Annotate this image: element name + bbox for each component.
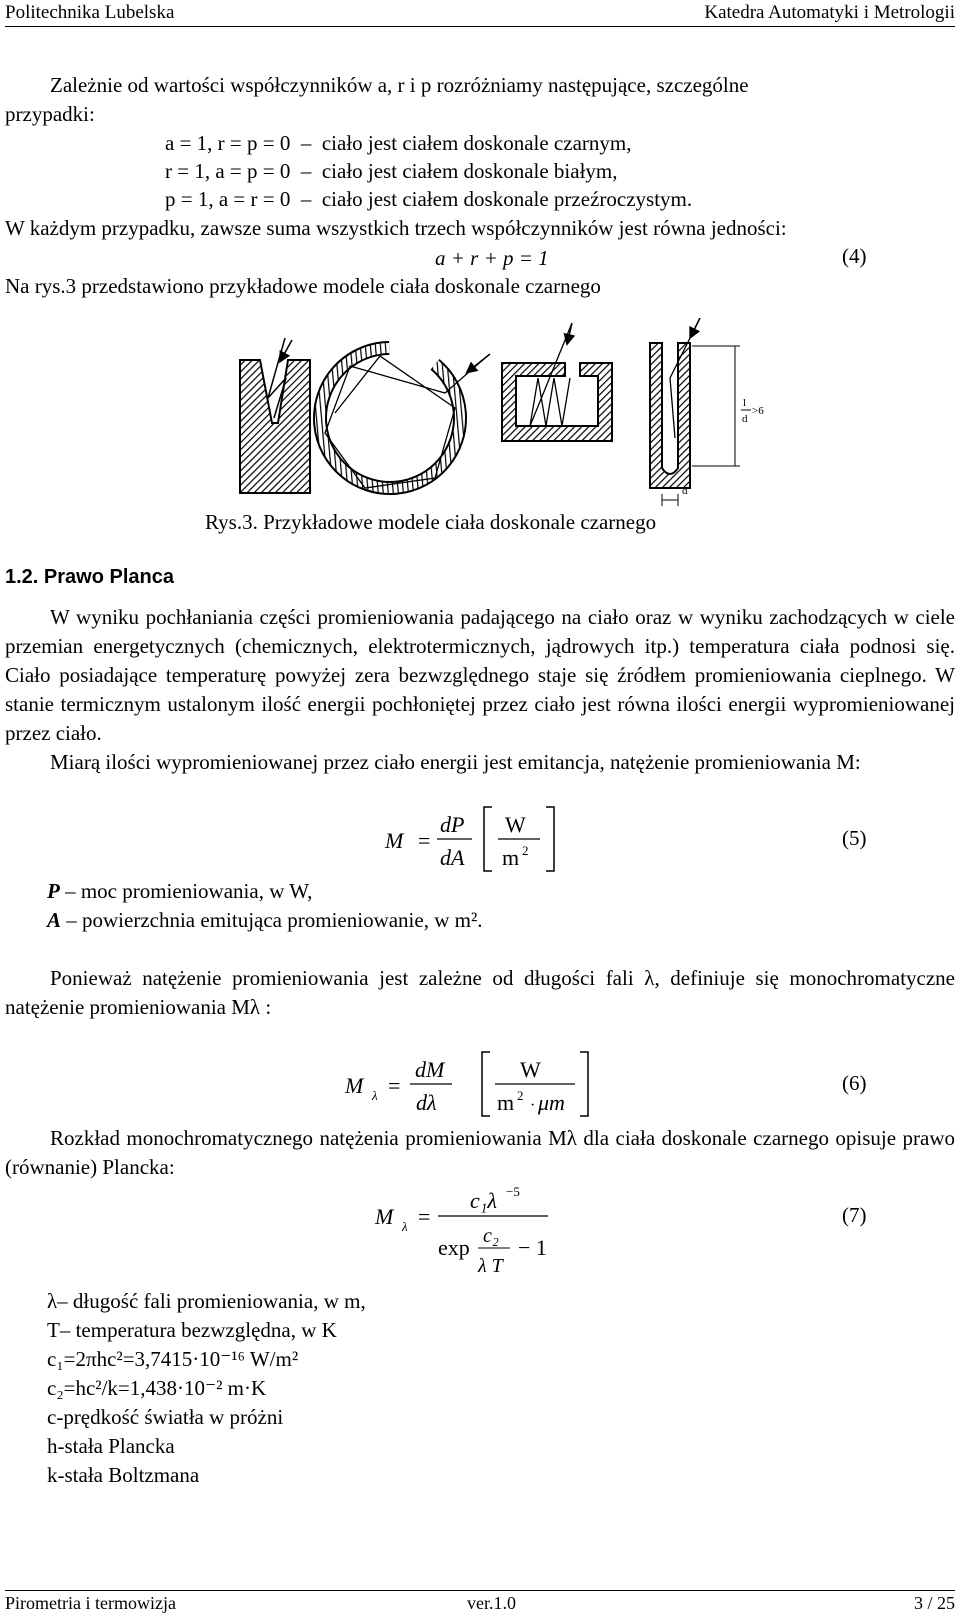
ratio-gt-label: >6 <box>752 405 764 417</box>
eq5-equals: = <box>418 828 431 853</box>
case-1: a = 1, r = p = 0 – ciało jest ciałem doskonale czarnym, <box>165 131 632 155</box>
intro-line1 <box>50 71 749 99</box>
equation-6-number: (6) <box>842 1071 867 1095</box>
footer-version: ver.1.0 <box>467 1593 516 1613</box>
paragraph-3-text: Ponieważ natężenie promieniowania jest zależne od długości fali λ, definiuje się monochromatyczne natężenie promieniowania Mλ : <box>5 966 955 1019</box>
eq7-minus-one: − 1 <box>518 1235 547 1260</box>
def-P: P – moc promieniowania, w W, <box>47 879 313 903</box>
paragraph-2 <box>5 748 955 777</box>
footer-rule <box>5 1590 955 1591</box>
eq7-exp: exp <box>438 1235 470 1260</box>
intro-line1-text: Zależnie od wartości współczynników a, r i p rozróżniamy następujące, szczególne <box>50 73 749 97</box>
def-P-text: moc promieniowania, w W, <box>80 879 313 903</box>
hollow-sphere-model <box>291 319 490 508</box>
case-3-cond: p = 1, a = r = 0 <box>165 187 291 211</box>
blackbody-models-figure <box>230 318 790 508</box>
eq6-dot: · <box>530 1097 536 1114</box>
def-A: A – powierzchnia emitująca promieniowanie, w m². <box>47 908 483 932</box>
def-A-text: powierzchnia emitująca promieniowanie, w m². <box>82 908 483 932</box>
def7-k: k-stała Boltzmana <box>47 1463 200 1487</box>
header-institution: Politechnika Lubelska <box>5 2 175 23</box>
def-A-symbol: A <box>47 908 62 932</box>
eq7-lhs: M <box>375 1204 394 1229</box>
eq5-unit-num: W <box>505 812 526 837</box>
long-cavity-model <box>650 318 764 506</box>
equation-5-number: (5) <box>842 826 867 850</box>
eq6-equals: = <box>388 1073 401 1098</box>
ratio-l-label: l <box>743 397 747 409</box>
equation-4: a + r + p = 1 <box>435 246 549 270</box>
eq5-lhs: M <box>385 828 404 853</box>
paragraph-2-text: Miarą ilości wypromieniowanej przez ciało energii jest emitancja, natężenie promieniowania M: <box>50 750 861 774</box>
equation-7 <box>370 1180 570 1280</box>
eq7-frac-den: λ T <box>478 1255 503 1277</box>
paragraph-3 <box>5 964 955 1022</box>
header-rule <box>5 26 955 27</box>
intro-line2: przypadki: <box>5 102 95 126</box>
eq6-lhs: M <box>345 1073 364 1098</box>
paragraph-1-text: W wyniku pochłaniania części promieniowania padającego na ciało oraz w wyniku zachodzących w ciele przemian energetycznych (chemicznych, elektrotermicznych, jądrowych itp.) temperatura ciała podnosi się. Ciało posiadające temperaturę powyżej zera bezwzględnego staje się źródłem promieniowania cieplnego. W stanie termicznym ustalonym ilość energii pochłoniętej przez ciało jest równa ilości energii wypromieniowanej przez ciało. <box>5 605 955 745</box>
ratio-d-label: d <box>742 413 748 425</box>
case-3: p = 1, a = r = 0 – ciało jest ciałem doskonale przeźroczystym. <box>165 187 693 211</box>
def7-T: T– temperatura bezwzględna, w K <box>47 1318 337 1342</box>
equation-7-number: (7) <box>842 1203 867 1227</box>
v-groove-model <box>240 338 310 493</box>
def7-c: c-prędkość światła w próżni <box>47 1405 284 1429</box>
paragraph-4 <box>5 1124 955 1182</box>
equation-4-number: (4) <box>842 244 867 268</box>
case-2-cond: r = 1, a = p = 0 <box>165 159 291 183</box>
case-2: r = 1, a = p = 0 – ciało jest ciałem doskonale białym, <box>165 159 618 183</box>
eq7-equals: = <box>418 1204 431 1229</box>
eq6-sub: λ <box>372 1088 378 1103</box>
dim-d-label: d <box>682 485 688 497</box>
equation-6 <box>340 1050 600 1120</box>
eq6-den: dλ <box>416 1090 437 1115</box>
eq7-num: c₁λ <box>470 1188 497 1213</box>
eq7-sub: λ <box>402 1219 408 1234</box>
models-text: Na rys.3 przedstawiono przykładowe modele ciała doskonale czarnego <box>5 274 601 298</box>
footer-page-number: 3 / 25 <box>913 1593 955 1613</box>
eq5-unit-den: m <box>502 845 520 870</box>
eq6-num: dM <box>415 1057 445 1082</box>
eq5-unit-exp: 2 <box>522 843 529 858</box>
def7-lambda: λ– długość fali promieniowania, w m, <box>47 1289 366 1313</box>
case-3-desc: ciało jest ciałem doskonale przeźroczystym. <box>321 187 693 211</box>
paragraph-4-text: Rozkład monochromatycznego natężenia promieniowania Mλ dla ciała doskonale czarnego opisuje prawo (równanie) Plancka: <box>5 1126 955 1179</box>
eq6-unit-exp: 2 <box>517 1088 524 1103</box>
equation-5 <box>380 805 570 875</box>
eq6-unit-den-b: μm <box>538 1090 565 1115</box>
footer-title: Pirometria i termowizja <box>5 1593 176 1613</box>
rectangular-cavity-model <box>502 323 612 441</box>
eq5-num: dP <box>440 812 465 837</box>
def7-c2: c₂=hc²/k=1,438·10⁻² m·K <box>47 1376 267 1400</box>
eq5-den: dA <box>440 845 465 870</box>
def-P-symbol: P <box>47 879 60 903</box>
sum-text: W każdym przypadku, zawsze suma wszystkich trzech współczynników jest równa jedności: <box>5 216 787 240</box>
def7-c1: c₁=2πhc²=3,7415·10⁻¹⁶ W/m² <box>47 1347 299 1371</box>
paragraph-1 <box>5 603 955 748</box>
section-title: 1.2. Prawo Planca <box>5 566 174 588</box>
figure-caption: Rys.3. Przykładowe modele ciała doskonale czarnego <box>205 510 657 534</box>
header-department: Katedra Automatyki i Metrologii <box>704 2 955 23</box>
eq6-unit-num: W <box>520 1057 541 1082</box>
eq7-num-exp: −5 <box>506 1184 520 1199</box>
case-2-desc: ciało jest ciałem doskonale białym, <box>321 159 618 183</box>
case-1-cond: a = 1, r = p = 0 <box>165 131 291 155</box>
def7-h: h-stała Plancka <box>47 1434 175 1458</box>
case-1-desc: ciało jest ciałem doskonale czarnym, <box>321 131 632 155</box>
eq7-frac-num: c₂ <box>483 1225 499 1247</box>
eq6-unit-den-a: m <box>497 1090 515 1115</box>
